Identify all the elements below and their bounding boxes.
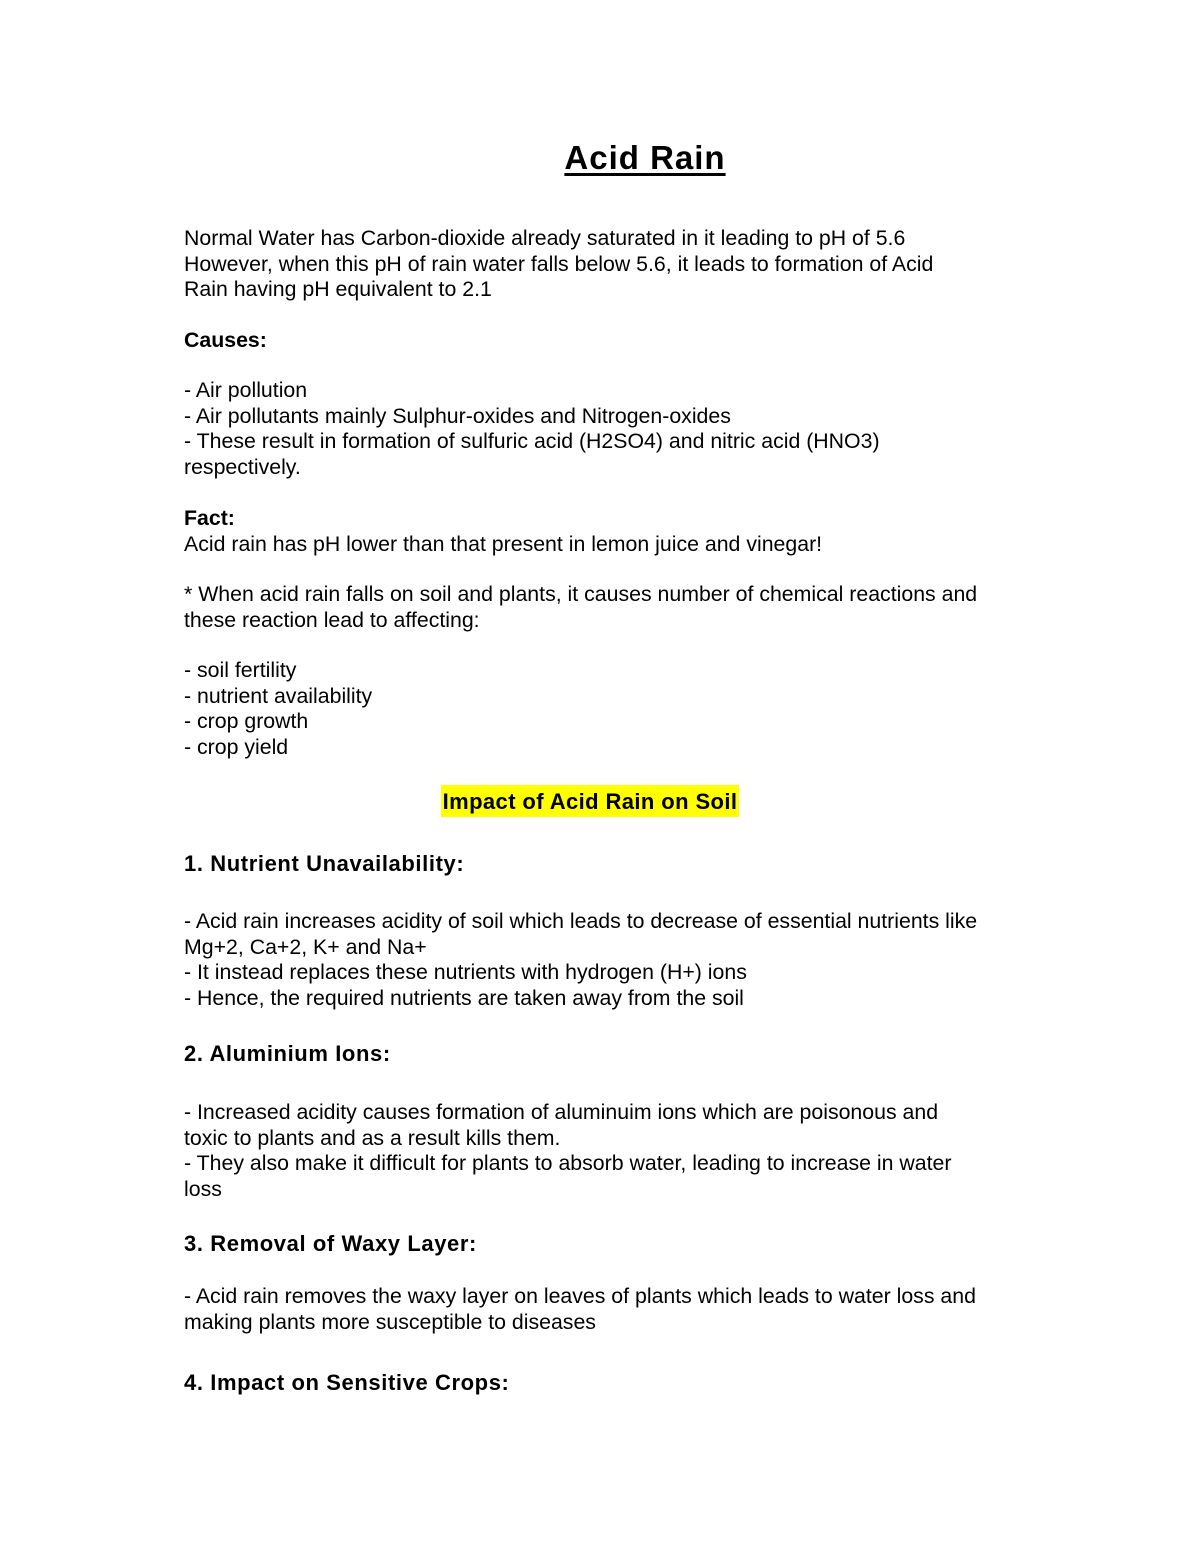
section-line: - Acid rain increases acidity of soil which leads to decrease of essential nutrients like	[184, 909, 978, 933]
effects-list	[184, 658, 1024, 760]
effects-intro-line: * When acid rain falls on soil and plants, it causes number of chemical reactions and	[184, 582, 978, 606]
intro-line: Normal Water has Carbon-dioxide already saturated in it leading to pH of 5.6	[184, 226, 906, 250]
fact-heading: Fact:	[184, 506, 235, 530]
intro-paragraph	[184, 226, 1024, 303]
effects-item: - crop yield	[184, 734, 289, 759]
section-line: - Increased acidity causes formation of aluminuim ions which are poisonous and	[184, 1100, 939, 1124]
causes-item: respectively.	[184, 454, 301, 479]
intro-line: However, when this pH of rain water falls below 5.6, it leads to formation of Acid	[184, 251, 934, 276]
section-heading: 4. Impact on Sensitive Crops:	[184, 1370, 510, 1395]
effects-item: - crop growth	[184, 709, 309, 733]
section-line: - Acid rain removes the waxy layer on leaves of plants which leads to water loss and	[184, 1284, 976, 1308]
effects-item: - nutrient availability	[184, 683, 373, 708]
fact-text: Acid rain has pH lower than that present in lemon juice and vinegar!	[184, 531, 823, 556]
section-heading: 1. Nutrient Unavailability:	[184, 851, 465, 876]
effects-intro	[184, 582, 1024, 633]
section-nutrient-unavailability	[184, 851, 1024, 877]
section-2-body	[184, 1100, 1024, 1202]
effects-item: - soil fertility	[184, 658, 297, 682]
section-aluminium-ions	[184, 1041, 1024, 1067]
causes-heading: Causes:	[184, 328, 267, 352]
section-heading: 3. Removal of Waxy Layer:	[184, 1231, 477, 1256]
impact-heading-row	[0, 787, 1180, 817]
section-line: making plants more susceptible to diseases	[184, 1309, 596, 1334]
section-line: loss	[184, 1176, 222, 1201]
section-line: - Hence, the required nutrients are taken away from the soil	[184, 985, 744, 1010]
causes-list	[184, 378, 1024, 480]
section-line: - It instead replaces these nutrients with hydrogen (H+) ions	[184, 960, 747, 984]
section-sensitive-crops	[184, 1370, 1024, 1396]
causes-section	[184, 328, 1024, 354]
document-title: Acid Rain	[564, 139, 726, 176]
section-3-body	[184, 1284, 1024, 1335]
causes-item: - These result in formation of sulfuric acid (H2SO4) and nitric acid (HNO3)	[184, 429, 880, 453]
causes-item: - Air pollution	[184, 378, 308, 402]
effects-intro-line: these reaction lead to affecting:	[184, 607, 480, 632]
section-line: Mg+2, Ca+2, K+ and Na+	[184, 934, 427, 959]
section-heading: 2. Aluminium Ions:	[184, 1041, 391, 1066]
intro-line: Rain having pH equivalent to 2.1	[184, 277, 492, 301]
section-line: - They also make it difficult for plants to absorb water, leading to increase in water	[184, 1151, 952, 1175]
section-line: toxic to plants and as a result kills them.	[184, 1125, 561, 1150]
causes-item: - Air pollutants mainly Sulphur-oxides and Nitrogen-oxides	[184, 403, 731, 428]
section-1-body	[184, 909, 1024, 1011]
impact-heading: Impact of Acid Rain on Soil	[441, 785, 740, 817]
section-removal-waxy-layer	[184, 1231, 1024, 1257]
fact-section	[184, 506, 1024, 557]
